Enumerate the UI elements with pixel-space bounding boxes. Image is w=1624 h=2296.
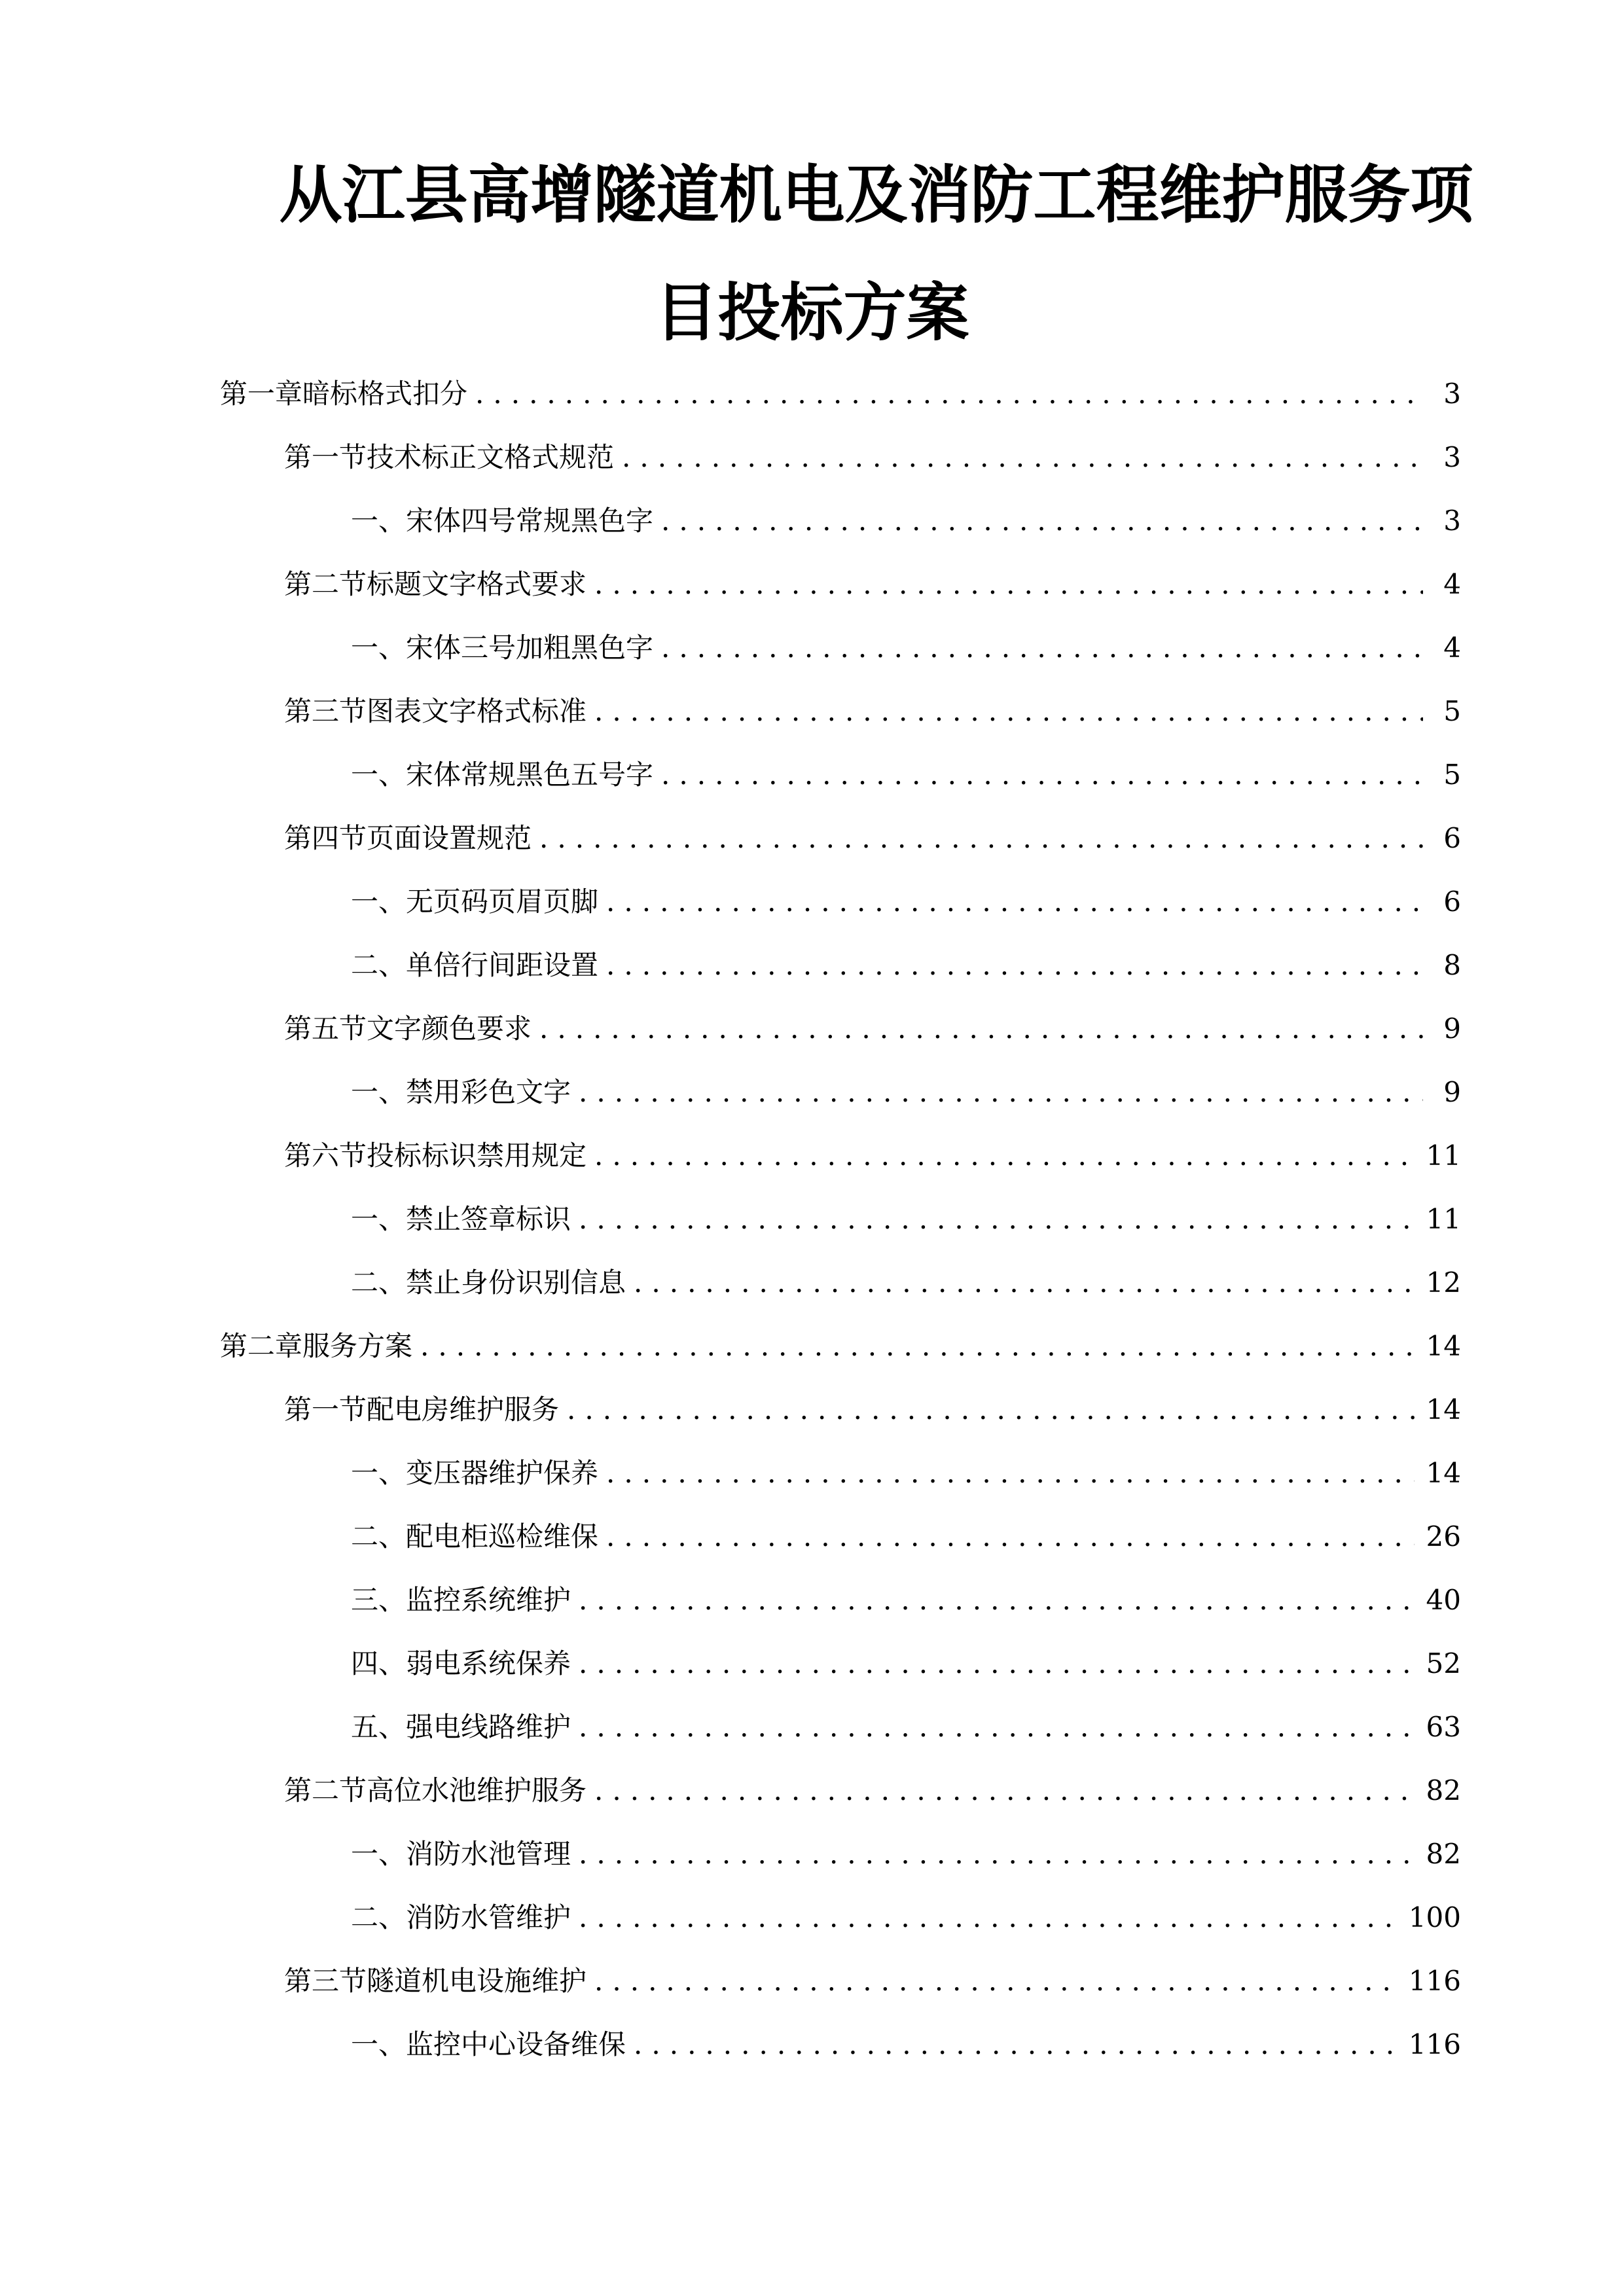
toc-entry-title: 弱电系统保养 — [406, 1647, 571, 1679]
toc-dot-leader — [634, 2025, 1397, 2064]
toc-entry-number: 第二节 — [284, 1774, 367, 1806]
toc-dot-leader — [606, 1454, 1415, 1493]
toc-entry-number: 二、 — [351, 1266, 406, 1299]
toc-entry-number: 三、 — [351, 1584, 406, 1616]
toc-dot-leader — [579, 1898, 1397, 1937]
toc-entry-number: 四、 — [351, 1647, 406, 1679]
toc-entry-number: 一、 — [351, 2028, 406, 2060]
toc-entry-title: 配电房维护服务 — [367, 1393, 560, 1426]
toc-dot-leader — [579, 1581, 1415, 1620]
toc-entry[interactable] — [351, 1835, 1461, 1874]
toc-dot-leader — [594, 1962, 1397, 2001]
toc-entry-title: 图表文字格式标准 — [367, 695, 587, 727]
toc-entry-title: 禁止身份识别信息 — [406, 1266, 626, 1299]
toc-dot-leader — [579, 1835, 1415, 1874]
toc-entry-title: 文字颜色要求 — [367, 1013, 532, 1045]
toc-entry[interactable] — [284, 819, 1461, 858]
toc-entry[interactable] — [284, 1390, 1461, 1429]
toc-entry-title: 消防水管维护 — [406, 1901, 571, 1933]
toc-entry[interactable] — [284, 1771, 1461, 1810]
toc-entry-title: 监控系统维护 — [406, 1584, 571, 1616]
toc-entry-page-number: 14 — [1426, 1457, 1461, 1489]
toc-entry[interactable] — [284, 438, 1461, 477]
toc-entry-title: 宋体常规黑色五号字 — [406, 759, 654, 791]
toc-entry-page-number: 6 — [1443, 886, 1461, 918]
toc-dot-leader — [594, 1136, 1415, 1175]
toc-entry-page-number: 3 — [1443, 378, 1461, 410]
toc-entry-number: 一、 — [351, 759, 406, 791]
document-title-line-2: 目投标方案 — [655, 276, 969, 350]
toc-entry[interactable] — [284, 1136, 1461, 1175]
toc-dot-leader — [579, 1708, 1415, 1747]
toc-entry-page-number: 14 — [1426, 1393, 1461, 1426]
toc-entry[interactable] — [284, 1009, 1461, 1049]
toc-dot-leader — [420, 1327, 1415, 1366]
toc-entry[interactable] — [351, 1454, 1461, 1493]
toc-dot-leader — [539, 1009, 1423, 1049]
toc-dot-leader — [579, 1644, 1415, 1683]
toc-entry[interactable] — [284, 565, 1461, 604]
toc-dot-leader — [634, 1263, 1415, 1302]
toc-dot-leader — [661, 501, 1423, 541]
document-title-line-1: 从江县高增隧道机电及消防工程维护服务项 — [279, 158, 1473, 232]
toc-entry[interactable] — [220, 1327, 1461, 1366]
toc-entry-title: 暗标格式扣分 — [302, 378, 468, 410]
toc-entry-page-number: 11 — [1426, 1139, 1461, 1172]
toc-entry-page-number: 100 — [1408, 1901, 1461, 1933]
toc-entry-number: 一、 — [351, 1076, 406, 1108]
toc-entry-number: 一、 — [351, 1203, 406, 1235]
toc-entry[interactable] — [351, 501, 1461, 541]
toc-entry-page-number: 9 — [1443, 1076, 1461, 1108]
toc-entry-title: 隧道机电设施维护 — [367, 1965, 587, 1997]
toc-entry[interactable] — [284, 692, 1461, 731]
toc-entry-title: 服务方案 — [302, 1330, 413, 1362]
toc-entry-page-number: 4 — [1443, 632, 1461, 664]
toc-entry-number: 第一节 — [284, 1393, 367, 1426]
toc-entry-page-number: 5 — [1443, 695, 1461, 727]
toc-dot-leader — [622, 438, 1423, 477]
toc-entry-number: 二、 — [351, 1520, 406, 1552]
toc-entry-page-number: 5 — [1443, 759, 1461, 791]
toc-entry-page-number: 8 — [1443, 949, 1461, 981]
toc-entry[interactable] — [220, 374, 1461, 414]
toc-entry-page-number: 82 — [1426, 1838, 1461, 1870]
toc-entry-number: 第三节 — [284, 1965, 367, 1997]
toc-entry[interactable] — [351, 2025, 1461, 2064]
toc-entry-page-number: 3 — [1443, 441, 1461, 473]
toc-entry-number: 二、 — [351, 1901, 406, 1933]
toc-entry-title: 强电线路维护 — [406, 1711, 571, 1743]
toc-entry[interactable] — [351, 1517, 1461, 1556]
toc-entry-number: 第一章 — [220, 378, 303, 410]
toc-dot-leader — [594, 1771, 1415, 1810]
toc-entry-page-number: 3 — [1443, 505, 1461, 537]
toc-entry[interactable] — [351, 946, 1461, 985]
toc-dot-leader — [539, 819, 1423, 858]
toc-entry-page-number: 116 — [1408, 2028, 1461, 2060]
toc-entry[interactable] — [351, 1581, 1461, 1620]
toc-entry[interactable] — [351, 1644, 1461, 1683]
toc-entry-title: 消防水池管理 — [406, 1838, 571, 1870]
toc-entry-number: 一、 — [351, 1838, 406, 1870]
toc-entry-number: 五、 — [351, 1711, 406, 1743]
toc-entry-title: 页面设置规范 — [367, 822, 532, 854]
toc-dot-leader — [594, 565, 1423, 604]
toc-entry-number: 第二节 — [284, 568, 367, 600]
toc-dot-leader — [606, 882, 1423, 922]
toc-entry-number: 一、 — [351, 886, 406, 918]
toc-entry[interactable] — [351, 1073, 1461, 1112]
toc-entry-title: 投标标识禁用规定 — [367, 1139, 587, 1172]
toc-entry-page-number: 4 — [1443, 568, 1461, 600]
toc-entry-page-number: 40 — [1426, 1584, 1461, 1616]
toc-entry-title: 宋体四号常规黑色字 — [406, 505, 654, 537]
toc-entry-page-number: 11 — [1426, 1203, 1461, 1235]
toc-entry-number: 第五节 — [284, 1013, 367, 1045]
toc-entry[interactable] — [284, 1962, 1461, 2001]
toc-entry-title: 高位水池维护服务 — [367, 1774, 587, 1806]
toc-entry-number: 一、 — [351, 1457, 406, 1489]
toc-entry[interactable] — [351, 1200, 1461, 1239]
toc-dot-leader — [579, 1073, 1423, 1112]
toc-entry-page-number: 12 — [1426, 1266, 1461, 1299]
toc-entry[interactable] — [351, 755, 1461, 795]
toc-entry-page-number: 9 — [1443, 1013, 1461, 1045]
toc-entry-title: 配电柜巡检维保 — [406, 1520, 599, 1552]
toc-entry-number: 第二章 — [220, 1330, 303, 1362]
toc-entry[interactable] — [351, 882, 1461, 922]
toc-entry-number: 二、 — [351, 949, 406, 981]
toc-dot-leader — [606, 1517, 1415, 1556]
toc-entry-title: 无页码页眉页脚 — [406, 886, 599, 918]
toc-dot-leader — [579, 1200, 1415, 1239]
toc-dot-leader — [475, 374, 1423, 414]
toc-entry-title: 变压器维护保养 — [406, 1457, 599, 1489]
toc-dot-leader — [606, 946, 1423, 985]
toc-entry-number: 第三节 — [284, 695, 367, 727]
toc-entry-number: 第一节 — [284, 441, 367, 473]
toc-entry-number: 第四节 — [284, 822, 367, 854]
toc-dot-leader — [594, 692, 1423, 731]
toc-entry-title: 标题文字格式要求 — [367, 568, 587, 600]
toc-dot-leader — [567, 1390, 1415, 1429]
toc-entry-number: 一、 — [351, 632, 406, 664]
toc-entry-title: 宋体三号加粗黑色字 — [406, 632, 654, 664]
toc-dot-leader — [661, 628, 1423, 668]
toc-entry-page-number: 52 — [1426, 1647, 1461, 1679]
toc-entry[interactable] — [351, 1263, 1461, 1302]
toc-entry[interactable] — [351, 628, 1461, 668]
toc-entry-title: 禁止签章标识 — [406, 1203, 571, 1235]
toc-entry-title: 禁用彩色文字 — [406, 1076, 571, 1108]
toc-entry-page-number: 26 — [1426, 1520, 1461, 1552]
toc-entry-page-number: 63 — [1426, 1711, 1461, 1743]
toc-entry-title: 技术标正文格式规范 — [367, 441, 615, 473]
toc-entry-title: 监控中心设备维保 — [406, 2028, 626, 2060]
toc-entry-number: 一、 — [351, 505, 406, 537]
toc-entry[interactable] — [351, 1898, 1461, 1937]
toc-entry-page-number: 82 — [1426, 1774, 1461, 1806]
toc-entry-number: 第六节 — [284, 1139, 367, 1172]
toc-entry-page-number: 6 — [1443, 822, 1461, 854]
toc-entry[interactable] — [351, 1708, 1461, 1747]
toc-entry-page-number: 116 — [1408, 1965, 1461, 1997]
toc-dot-leader — [661, 755, 1423, 795]
toc-entry-page-number: 14 — [1426, 1330, 1461, 1362]
toc-entry-title: 单倍行间距设置 — [406, 949, 599, 981]
